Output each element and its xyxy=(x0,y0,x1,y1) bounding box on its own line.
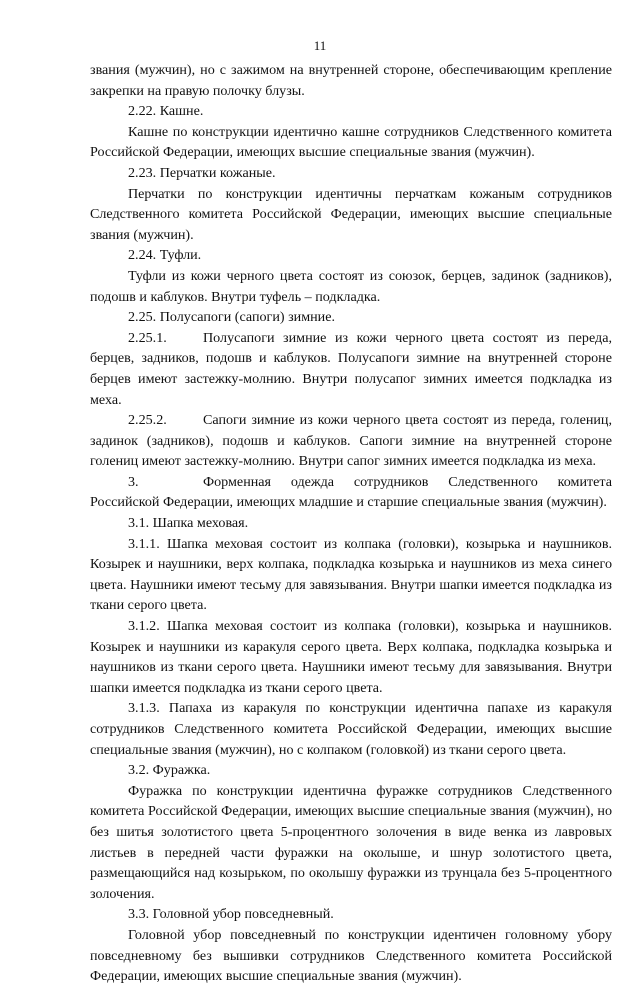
paragraph xyxy=(90,513,612,534)
paragraph-text: 3.1.1. Шапка меховая состоит из колпака (головки), козырька и наушников. Козырек и наушники, верх колпака, подкладка козырька и наушников из меха синего цвета. Наушники имеют тесьму для завязывания. Внутри шапки имеется подкладка из ткани серого цвета. xyxy=(90,535,612,614)
paragraph-text: 2.24. Туфли. xyxy=(128,247,202,264)
paragraph xyxy=(90,616,612,698)
paragraph xyxy=(90,698,612,760)
paragraph xyxy=(90,266,612,307)
paragraph-text: 2.25. Полусапоги (сапоги) зимние. xyxy=(128,309,335,326)
paragraph xyxy=(90,781,612,905)
page-number: 11 xyxy=(313,38,327,53)
paragraph-text: Фуражка по конструкции идентична фуражке сотрудников Следственного комитета Российской Федерации, имеющих высшие специальные звания (мужчин), но без шитья золотистого цвета 5-процентного золочения в виде венка из лавровых листьев в передней части фуражки на околыше, и шнур золотистого цвета, размещающийся над козырьком, по околышу фуражки из трунцала без 5-процентного золочения. xyxy=(90,782,612,902)
paragraph xyxy=(90,925,612,987)
paragraph-text: Сапоги зимние из кожи черного цвета состоят из переда, голениц, задинок (задников), подошв и каблуков. Сапоги зимние на внутренней стороне голениц имеют застежку-молнию. Внутри сапог зимних имеется подкладка из меха. xyxy=(90,412,612,470)
paragraph xyxy=(90,760,612,781)
paragraph xyxy=(90,534,612,616)
paragraph-text: Кашне по конструкции идентично кашне сотрудников Следственного комитета Российской Федерации, имеющих высшие специальные звания (мужчин). xyxy=(90,123,612,161)
paragraph-text: звания (мужчин), но с зажимом на внутренней стороне, обеспечивающим крепление закрепки на правую полочку блузы. xyxy=(90,62,612,99)
paragraph xyxy=(90,904,612,925)
paragraph-text: 2.22. Кашне. xyxy=(128,103,204,120)
paragraph xyxy=(90,163,612,184)
paragraph xyxy=(90,307,612,328)
paragraph xyxy=(90,245,612,266)
paragraph-text: 3.3. Головной убор повседневный. xyxy=(128,906,334,923)
paragraph xyxy=(90,184,612,246)
paragraph xyxy=(90,328,612,410)
paragraph-text: 3.1.3. Папаха из каракуля по конструкции идентична папахе из каракуля сотрудников Следственного комитета Российской Федерации, имеющих высшие специальные звания (мужчин), но с колпаком (головкой) из ткани серого цвета. xyxy=(90,700,612,758)
paragraph-text: Перчатки по конструкции идентичны перчаткам кожаным сотрудников Следственного комитета Российской Федерации, имеющих высшие специальные звания (мужчин). xyxy=(90,185,612,243)
paragraph xyxy=(90,410,612,472)
paragraph-text: 2.23. Перчатки кожаные. xyxy=(128,164,276,181)
paragraph-number: 2.25.2. xyxy=(128,412,167,429)
paragraph-text: Головной убор повседневный по конструкции идентичен головному убору повседневному без вышивки сотрудников Следственного комитета Российской Федерации, имеющих высшие специальные звания (мужчин). xyxy=(90,926,612,985)
paragraph-number: 3. xyxy=(128,473,139,490)
paragraph xyxy=(90,101,612,122)
paragraph-number: 2.25.1. xyxy=(128,329,167,346)
paragraph-text: Туфли из кожи черного цвета состоят из союзок, берцев, задинок (задников), подошв и каблуков. Внутри туфель – подкладка. xyxy=(90,267,612,305)
paragraph xyxy=(90,60,612,101)
paragraph xyxy=(90,122,612,163)
paragraph xyxy=(90,472,612,513)
document-body xyxy=(90,60,612,987)
paragraph-text: Полусапоги зимние из кожи черного цвета состоят из переда, берцев, задников, подошв и каблуков. Полусапоги зимние на внутренней стороне берцев имеют застежку-молнию. Внутри полусапог зимних имеется подкладка из меха. xyxy=(90,329,612,408)
paragraph-text: 3.2. Фуражка. xyxy=(128,762,211,779)
paragraph-text: Форменная одежда сотрудников Следственного комитета Российской Федерации, имеющих младшие и старшие специальные звания (мужчин). xyxy=(90,473,612,511)
paragraph-text: 3.1. Шапка меховая. xyxy=(128,515,249,532)
paragraph-text: 3.1.2. Шапка меховая состоит из колпака (головки), козырька и наушников. Козырек и наушники из каракуля серого цвета. Верх колпака, подкладка козырька и наушников из ткани серого цвета. Наушники имеют тесьму для завязывания. Внутри шапки имеется подкладка из ткани серого цвета. xyxy=(90,618,612,696)
